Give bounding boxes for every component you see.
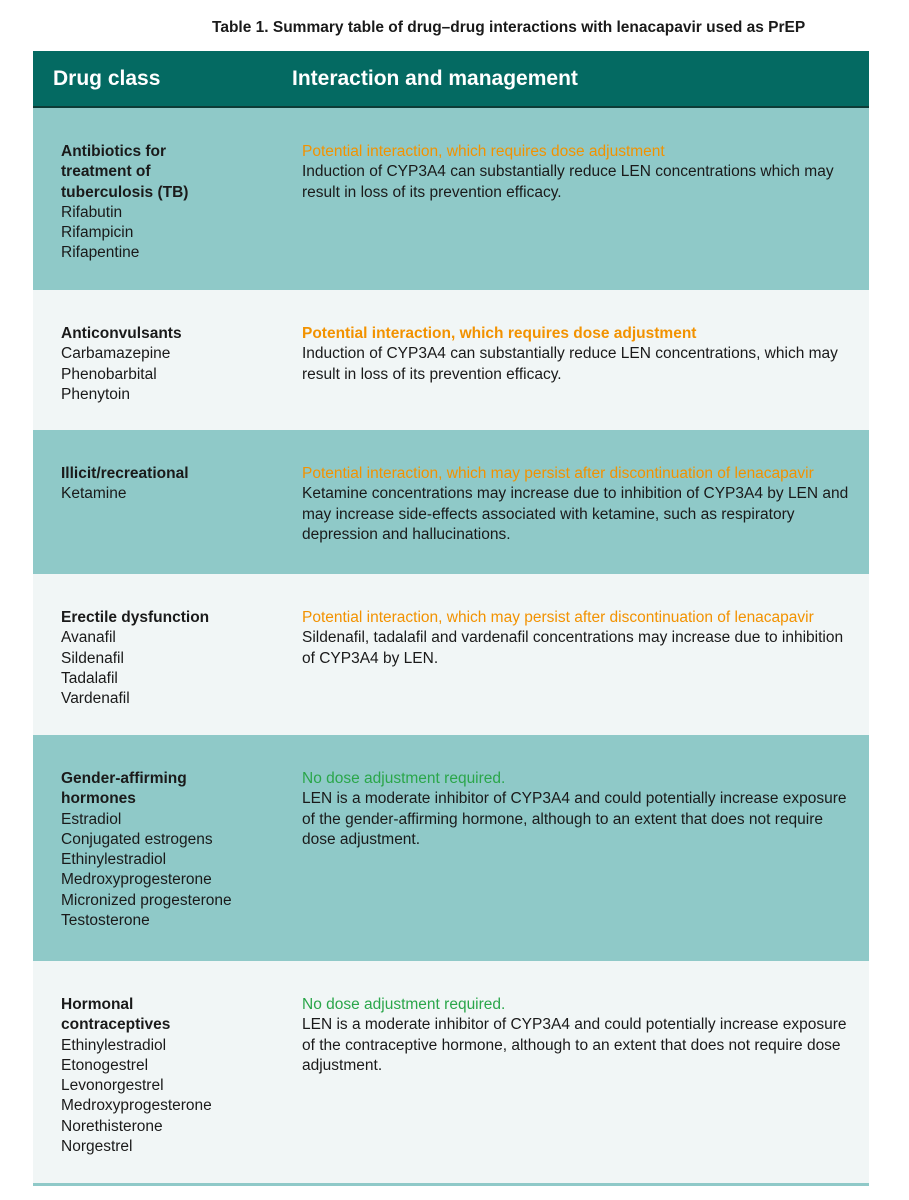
drug-name: Etonogestrel (61, 1056, 149, 1074)
interaction-cell (302, 769, 857, 850)
table-header (33, 51, 869, 108)
interaction-description: Induction of CYP3A4 can substantially reduce LEN concentrations which may result in loss of its prevention efficacy. (302, 163, 834, 201)
interaction-status: No dose adjustment required. (302, 996, 506, 1013)
drug-class-name: Erectile dysfunction (61, 609, 210, 626)
drug-name: Estradiol (61, 810, 122, 828)
header-drug-class: Drug class (53, 67, 161, 90)
table-caption: Table 1. Summary table of drug–drug interactions with lenacapavir used as PrEP (212, 19, 806, 36)
drug-class-cell (61, 464, 251, 505)
drug-name: Norethisterone (61, 1117, 163, 1135)
drug-name: Rifampicin (61, 224, 134, 242)
table-row-anticonvulsants (33, 290, 869, 430)
interaction-status: No dose adjustment required. (302, 770, 506, 787)
interaction-description: Ketamine concentrations may increase due to inhibition of CYP3A4 by LEN and may increase side-effects associated with ketamine, such as respiratory depression and hallucinations. (302, 485, 849, 543)
drug-name: Medroxyprogesterone (61, 871, 212, 889)
drug-interaction-table (33, 51, 869, 1186)
drug-name: Norgestrel (61, 1138, 133, 1156)
drug-name: Conjugated estrogens (61, 830, 213, 848)
table-row-erectile-dysfunction (33, 574, 869, 735)
drug-name: Sildenafil (61, 649, 124, 667)
interaction-status: Potential interaction, which requires dose adjustment (302, 143, 665, 160)
drug-class-cell (61, 769, 251, 931)
interaction-status: Potential interaction, which may persist after discontinuation of lenacapavir (302, 465, 814, 482)
drug-class-name: Antibiotics for treatment of tuberculosis (TB) (61, 143, 189, 201)
drug-name: Phenobarbital (61, 365, 157, 383)
interaction-description: Induction of CYP3A4 can substantially reduce LEN concentrations, which may result in loss of its prevention efficacy. (302, 345, 838, 383)
drug-class-cell (61, 608, 251, 709)
interaction-cell (302, 464, 857, 545)
drug-class-name: Hormonal contraceptives (61, 996, 171, 1034)
drug-name: Micronized progesterone (61, 891, 232, 909)
drug-name: Rifapentine (61, 244, 140, 262)
header-interaction-management: Interaction and management (292, 67, 578, 90)
interaction-status: Potential interaction, which may persist after discontinuation of lenacapavir (302, 609, 814, 626)
drug-class-cell (61, 995, 251, 1157)
interaction-description: LEN is a moderate inhibitor of CYP3A4 and could potentially increase exposure of the gender-affirming hormone, although to an extent that does not require dose adjustment. (302, 790, 847, 848)
drug-name: Ethinylestradiol (61, 851, 167, 869)
drug-class-cell (61, 142, 251, 264)
drug-name: Tadalafil (61, 669, 118, 687)
interaction-description: Sildenafil, tadalafil and vardenafil concentrations may increase due to inhibition of CYP3A4 by LEN. (302, 629, 844, 667)
drug-name: Medroxyprogesterone (61, 1097, 212, 1115)
interaction-cell (302, 995, 857, 1076)
drug-name: Levonorgestrel (61, 1077, 164, 1095)
table-row-hormonal-contraceptives (33, 961, 869, 1183)
drug-name: Ketamine (61, 485, 127, 503)
drug-name: Vardenafil (61, 690, 130, 708)
drug-name: Carbamazepine (61, 345, 171, 363)
interaction-description: LEN is a moderate inhibitor of CYP3A4 and could potentially increase exposure of the contraceptive hormone, although to an extent that does not require dose adjustment. (302, 1016, 847, 1074)
drug-class-cell (61, 324, 251, 405)
table-row-illicit-recreational (33, 430, 869, 574)
interaction-status: Potential interaction, which requires dose adjustment (302, 325, 697, 342)
table-row-gender-affirming-hormones (33, 735, 869, 961)
drug-name: Testosterone (61, 912, 150, 930)
table-bottom-rule (33, 1183, 869, 1186)
drug-name: Phenytoin (61, 385, 130, 403)
drug-name: Ethinylestradiol (61, 1036, 167, 1054)
drug-class-name: Illicit/recreational (61, 465, 189, 482)
drug-class-name: Anticonvulsants (61, 325, 182, 342)
interaction-cell (302, 324, 857, 385)
interaction-cell (302, 608, 857, 669)
interaction-cell (302, 142, 857, 203)
drug-name: Rifabutin (61, 203, 123, 221)
drug-name: Avanafil (61, 629, 116, 647)
drug-class-name: Gender-affirming hormones (61, 770, 187, 808)
table-row-tb-antibiotics (33, 108, 869, 290)
